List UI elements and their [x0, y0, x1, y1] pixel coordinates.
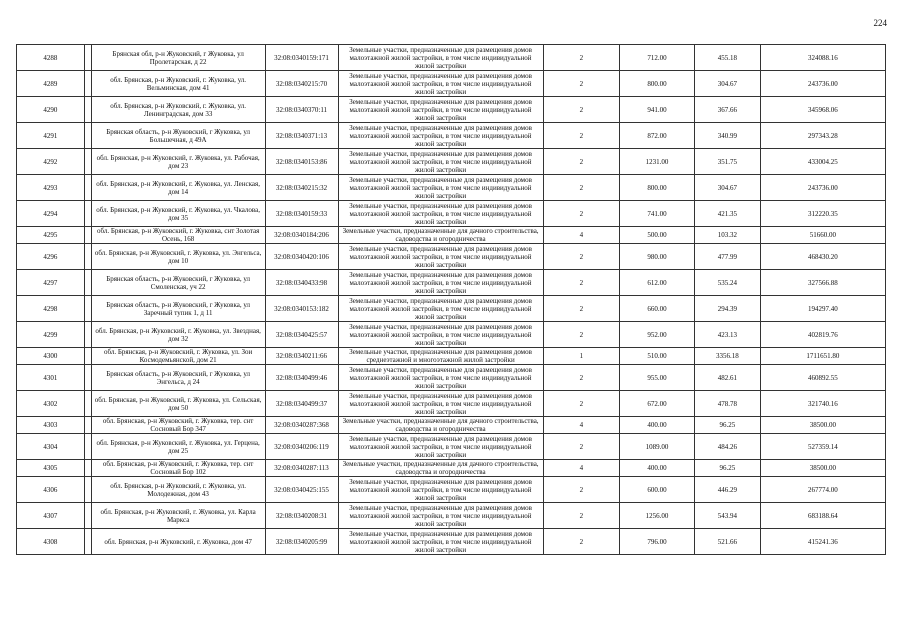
land-use-cell: Земельные участки, предназначенные для размещения домов малоэтажной жилой застройки, в том числе индивидуальной жилой застройки: [338, 503, 543, 529]
cadastral-value-cell: 683188.64: [760, 503, 885, 529]
address-cell: обл. Брянская, р-н Жуковский, г. Жуковка, ул. Ленская, дом 14: [91, 175, 265, 201]
address-cell: обл. Брянская, р-н Жуковский, г. Жуковка, ул. Ленинградская, дом 33: [91, 97, 265, 123]
table-row: [17, 45, 886, 71]
cadastral-number-cell: 32:08:0340433:98: [265, 270, 338, 296]
land-use-cell: Земельные участки, предназначенные для дачного строительства, садоводства и огородничества: [338, 417, 543, 434]
land-use-cell: Земельные участки, предназначенные для размещения домов малоэтажной жилой застройки, в том числе индивидуальной жилой застройки: [338, 477, 543, 503]
table-row: [17, 391, 886, 417]
cadastral-number-cell: 32:08:0340287:113: [265, 460, 338, 477]
group-cell: 2: [543, 365, 619, 391]
area-cell: 510.00: [620, 348, 695, 365]
row-number-cell: 4296: [17, 244, 85, 270]
area-cell: 1256.00: [620, 503, 695, 529]
cadastral-number-cell: 32:08:0340206:119: [265, 434, 338, 460]
table-row: [17, 71, 886, 97]
row-number-cell: 4298: [17, 296, 85, 322]
cadastral-number-cell: 32:08:0340208:31: [265, 503, 338, 529]
group-cell: 2: [543, 529, 619, 555]
group-cell: 4: [543, 417, 619, 434]
group-cell: 2: [543, 391, 619, 417]
spacer-cell: [84, 477, 91, 503]
cadastral-number-cell: 32:08:0340205:99: [265, 529, 338, 555]
address-cell: обл. Брянская, р-н Жуковский, г. Жуковка, тер. снт Сосновый Бор 347: [91, 417, 265, 434]
table-row: [17, 270, 886, 296]
address-cell: обл. Брянская, р-н Жуковский, г. Жуковка, ул. Карла Маркса: [91, 503, 265, 529]
address-cell: обл. Брянская, р-н Жуковский, г. Жуковка, тер. снт Сосновый Бор 102: [91, 460, 265, 477]
address-cell: обл. Брянская, р-н Жуковский, г. Жуковка, ул. Сельская, дом 50: [91, 391, 265, 417]
land-use-cell: Земельные участки, предназначенные для размещения домов малоэтажной жилой застройки, в том числе индивидуальной жилой застройки: [338, 391, 543, 417]
cadastral-number-cell: 32:08:0340211:66: [265, 348, 338, 365]
group-cell: 2: [543, 503, 619, 529]
row-number-cell: 4307: [17, 503, 85, 529]
address-cell: Брянская область, р-н Жуковский, г Жуковка, ул Большечная, д 49А: [91, 123, 265, 149]
row-number-cell: 4291: [17, 123, 85, 149]
specific-value-cell: 96.25: [694, 417, 760, 434]
land-use-cell: Земельные участки, предназначенные для размещения домов малоэтажной жилой застройки, в том числе индивидуальной жилой застройки: [338, 434, 543, 460]
table-row: [17, 296, 886, 322]
land-use-cell: Земельные участки, предназначенные для размещения домов малоэтажной жилой застройки, в том числе индивидуальной жилой застройки: [338, 175, 543, 201]
row-number-cell: 4302: [17, 391, 85, 417]
table-row: [17, 322, 886, 348]
cadastral-number-cell: 32:08:0340159:171: [265, 45, 338, 71]
specific-value-cell: 478.78: [694, 391, 760, 417]
address-cell: обл. Брянская, р-н Жуковский, г. Жуковка, ул. Молодежная, дом 43: [91, 477, 265, 503]
land-use-cell: Земельные участки, предназначенные для размещения домов малоэтажной жилой застройки, в том числе индивидуальной жилой застройки: [338, 270, 543, 296]
address-cell: Брянская область, р-н Жуковский, г Жуковка, ул Заречный тупик 1, д 11: [91, 296, 265, 322]
spacer-cell: [84, 391, 91, 417]
group-cell: 2: [543, 149, 619, 175]
specific-value-cell: 96.25: [694, 460, 760, 477]
group-cell: 1: [543, 348, 619, 365]
cadastral-number-cell: 32:08:0340425:155: [265, 477, 338, 503]
area-cell: 941.00: [620, 97, 695, 123]
group-cell: 2: [543, 270, 619, 296]
specific-value-cell: 103.32: [694, 227, 760, 244]
table-row: [17, 434, 886, 460]
cadastral-number-cell: 32:08:0340159:33: [265, 201, 338, 227]
spacer-cell: [84, 503, 91, 529]
row-number-cell: 4294: [17, 201, 85, 227]
specific-value-cell: 351.75: [694, 149, 760, 175]
group-cell: 4: [543, 460, 619, 477]
address-cell: обл. Брянская, р-н Жуковский, г. Жуковка, ул. Вельминская, дом 41: [91, 71, 265, 97]
address-cell: Брянская область, р-н Жуковский, г Жуковка, ул Смоленская, уч 22: [91, 270, 265, 296]
table-body: [17, 45, 886, 555]
cadastral-number-cell: 32:08:0340215:32: [265, 175, 338, 201]
cadastral-number-cell: 32:08:0340420:106: [265, 244, 338, 270]
row-number-cell: 4288: [17, 45, 85, 71]
row-number-cell: 4300: [17, 348, 85, 365]
land-use-cell: Земельные участки, предназначенные для размещения домов малоэтажной жилой застройки, в том числе индивидуальной жилой застройки: [338, 529, 543, 555]
spacer-cell: [84, 97, 91, 123]
address-cell: обл. Брянская, р-н Жуковский, г. Жуковка, ул. Зои Космодемьянской, дом 21: [91, 348, 265, 365]
cadastral-value-cell: 527359.14: [760, 434, 885, 460]
group-cell: 2: [543, 434, 619, 460]
table-row: [17, 244, 886, 270]
spacer-cell: [84, 348, 91, 365]
cadastral-value-cell: 321740.16: [760, 391, 885, 417]
table-row: [17, 529, 886, 555]
specific-value-cell: 304.67: [694, 175, 760, 201]
group-cell: 4: [543, 227, 619, 244]
spacer-cell: [84, 175, 91, 201]
address-cell: обл. Брянская, р-н Жуковский, г. Жуковка, ул. Чкалова, дом 35: [91, 201, 265, 227]
cadastral-value-cell: 468430.20: [760, 244, 885, 270]
specific-value-cell: 421.35: [694, 201, 760, 227]
spacer-cell: [84, 417, 91, 434]
specific-value-cell: 484.26: [694, 434, 760, 460]
spacer-cell: [84, 45, 91, 71]
area-cell: 800.00: [620, 175, 695, 201]
area-cell: 660.00: [620, 296, 695, 322]
cadastral-value-cell: 327566.88: [760, 270, 885, 296]
area-cell: 612.00: [620, 270, 695, 296]
area-cell: 1089.00: [620, 434, 695, 460]
table-row: [17, 201, 886, 227]
row-number-cell: 4308: [17, 529, 85, 555]
area-cell: 600.00: [620, 477, 695, 503]
land-use-cell: Земельные участки, предназначенные для размещения домов малоэтажной жилой застройки, в том числе индивидуальной жилой застройки: [338, 123, 543, 149]
address-cell: обл. Брянская, р-н Жуковский, г. Жуковка, ул. Энгельса, дом 10: [91, 244, 265, 270]
row-number-cell: 4303: [17, 417, 85, 434]
cadastral-number-cell: 32:08:0340425:57: [265, 322, 338, 348]
address-cell: Брянская область, р-н Жуковский, г Жуковка, ул Энгельса, д 24: [91, 365, 265, 391]
spacer-cell: [84, 227, 91, 244]
cadastral-number-cell: 32:08:0340287:368: [265, 417, 338, 434]
area-cell: 400.00: [620, 417, 695, 434]
spacer-cell: [84, 365, 91, 391]
cadastral-number-cell: 32:08:0340215:70: [265, 71, 338, 97]
spacer-cell: [84, 71, 91, 97]
area-cell: 796.00: [620, 529, 695, 555]
cadastral-value-cell: 415241.36: [760, 529, 885, 555]
row-number-cell: 4299: [17, 322, 85, 348]
land-use-cell: Земельные участки, предназначенные для размещения домов малоэтажной жилой застройки, в том числе индивидуальной жилой застройки: [338, 45, 543, 71]
cadastral-value-cell: 194297.40: [760, 296, 885, 322]
land-use-cell: Земельные участки, предназначенные для размещения домов малоэтажной жилой застройки, в том числе индивидуальной жилой застройки: [338, 149, 543, 175]
cadastral-value-cell: 243736.00: [760, 71, 885, 97]
row-number-cell: 4292: [17, 149, 85, 175]
area-cell: 952.00: [620, 322, 695, 348]
table-row: [17, 460, 886, 477]
group-cell: 2: [543, 123, 619, 149]
address-cell: обл. Брянская, р-н Жуковский, г. Жуковка, ул. Звездная, дом 32: [91, 322, 265, 348]
cadastral-value-cell: 345968.06: [760, 97, 885, 123]
cadastral-value-cell: 433004.25: [760, 149, 885, 175]
area-cell: 712.00: [620, 45, 695, 71]
land-use-cell: Земельные участки, предназначенные для размещения домов малоэтажной жилой застройки, в том числе индивидуальной жилой застройки: [338, 244, 543, 270]
address-cell: обл. Брянская, р-н Жуковский, г. Жуковка, дом 47: [91, 529, 265, 555]
row-number-cell: 4304: [17, 434, 85, 460]
address-cell: Брянская обл, р-н Жуковский, г Жуковка, ул Пролетарская, д 22: [91, 45, 265, 71]
spacer-cell: [84, 529, 91, 555]
spacer-cell: [84, 322, 91, 348]
row-number-cell: 4297: [17, 270, 85, 296]
land-use-cell: Земельные участки, предназначенные для размещения домов малоэтажной жилой застройки, в том числе индивидуальной жилой застройки: [338, 201, 543, 227]
land-use-cell: Земельные участки, предназначенные для дачного строительства, садоводства и огородничества: [338, 227, 543, 244]
table-row: [17, 477, 886, 503]
group-cell: 2: [543, 201, 619, 227]
spacer-cell: [84, 296, 91, 322]
land-use-cell: Земельные участки, предназначенные для размещения домов малоэтажной жилой застройки, в том числе индивидуальной жилой застройки: [338, 71, 543, 97]
address-cell: обл. Брянская, р-н Жуковский, г. Жуковка, ул. Рабочая, дом 23: [91, 149, 265, 175]
group-cell: 2: [543, 175, 619, 201]
row-number-cell: 4306: [17, 477, 85, 503]
cadastral-number-cell: 32:08:0340370:11: [265, 97, 338, 123]
land-use-cell: Земельные участки, предназначенные для дачного строительства, садоводства и огородничества: [338, 460, 543, 477]
specific-value-cell: 446.29: [694, 477, 760, 503]
spacer-cell: [84, 201, 91, 227]
spacer-cell: [84, 123, 91, 149]
specific-value-cell: 3356.18: [694, 348, 760, 365]
specific-value-cell: 477.99: [694, 244, 760, 270]
row-number-cell: 4295: [17, 227, 85, 244]
cadastral-number-cell: 32:08:0340371:13: [265, 123, 338, 149]
cadastral-number-cell: 32:08:0340184:206: [265, 227, 338, 244]
group-cell: 2: [543, 45, 619, 71]
row-number-cell: 4293: [17, 175, 85, 201]
group-cell: 2: [543, 97, 619, 123]
area-cell: 741.00: [620, 201, 695, 227]
cadastral-value-cell: 1711651.80: [760, 348, 885, 365]
spacer-cell: [84, 149, 91, 175]
cadastral-value-cell: 460892.55: [760, 365, 885, 391]
area-cell: 672.00: [620, 391, 695, 417]
cadastral-value-cell: 267774.00: [760, 477, 885, 503]
land-use-cell: Земельные участки, предназначенные для размещения домов малоэтажной жилой застройки, в том числе индивидуальной жилой застройки: [338, 97, 543, 123]
group-cell: 2: [543, 71, 619, 97]
land-use-cell: Земельные участки, предназначенные для размещения домов малоэтажной жилой застройки, в том числе индивидуальной жилой застройки: [338, 365, 543, 391]
specific-value-cell: 482.61: [694, 365, 760, 391]
area-cell: 1231.00: [620, 149, 695, 175]
group-cell: 2: [543, 244, 619, 270]
row-number-cell: 4290: [17, 97, 85, 123]
group-cell: 2: [543, 296, 619, 322]
specific-value-cell: 340.99: [694, 123, 760, 149]
table-row: [17, 227, 886, 244]
cadastral-value-cell: 402819.76: [760, 322, 885, 348]
cadastral-value-cell: 38500.00: [760, 417, 885, 434]
area-cell: 955.00: [620, 365, 695, 391]
cadastral-value-cell: 324088.16: [760, 45, 885, 71]
row-number-cell: 4301: [17, 365, 85, 391]
cadastral-value-cell: 51660.00: [760, 227, 885, 244]
specific-value-cell: 423.13: [694, 322, 760, 348]
spacer-cell: [84, 434, 91, 460]
area-cell: 800.00: [620, 71, 695, 97]
cadastral-number-cell: 32:08:0340499:37: [265, 391, 338, 417]
cadastral-number-cell: 32:08:0340153:182: [265, 296, 338, 322]
area-cell: 872.00: [620, 123, 695, 149]
area-cell: 400.00: [620, 460, 695, 477]
cadastral-value-cell: 297343.28: [760, 123, 885, 149]
row-number-cell: 4289: [17, 71, 85, 97]
specific-value-cell: 455.18: [694, 45, 760, 71]
row-number-cell: 4305: [17, 460, 85, 477]
land-use-cell: Земельные участки, предназначенные для размещения домов среднеэтажной и многоэтажной жилой застройки: [338, 348, 543, 365]
land-use-cell: Земельные участки, предназначенные для размещения домов малоэтажной жилой застройки, в том числе индивидуальной жилой застройки: [338, 322, 543, 348]
spacer-cell: [84, 270, 91, 296]
table-row: [17, 503, 886, 529]
table-row: [17, 123, 886, 149]
specific-value-cell: 521.66: [694, 529, 760, 555]
cadastral-number-cell: 32:08:0340499:46: [265, 365, 338, 391]
table-row: [17, 417, 886, 434]
area-cell: 500.00: [620, 227, 695, 244]
table-row: [17, 348, 886, 365]
cadastral-value-table: [16, 44, 886, 555]
spacer-cell: [84, 460, 91, 477]
table-row: [17, 149, 886, 175]
cadastral-number-cell: 32:08:0340153:86: [265, 149, 338, 175]
group-cell: 2: [543, 477, 619, 503]
specific-value-cell: 304.67: [694, 71, 760, 97]
cadastral-value-cell: 312220.35: [760, 201, 885, 227]
group-cell: 2: [543, 322, 619, 348]
specific-value-cell: 367.66: [694, 97, 760, 123]
cadastral-value-cell: 243736.00: [760, 175, 885, 201]
table-row: [17, 175, 886, 201]
address-cell: обл. Брянская, р-н Жуковский, г. Жуковка, ул. Герцена, дом 25: [91, 434, 265, 460]
specific-value-cell: 535.24: [694, 270, 760, 296]
specific-value-cell: 294.39: [694, 296, 760, 322]
spacer-cell: [84, 244, 91, 270]
specific-value-cell: 543.94: [694, 503, 760, 529]
table-row: [17, 365, 886, 391]
cadastral-value-cell: 38500.00: [760, 460, 885, 477]
page-number: 224: [873, 18, 887, 28]
land-use-cell: Земельные участки, предназначенные для размещения домов малоэтажной жилой застройки, в том числе индивидуальной жилой застройки: [338, 296, 543, 322]
area-cell: 980.00: [620, 244, 695, 270]
address-cell: обл. Брянская, р-н Жуковский, г. Жуковка, снт Золотая Осень, 168: [91, 227, 265, 244]
table-row: [17, 97, 886, 123]
